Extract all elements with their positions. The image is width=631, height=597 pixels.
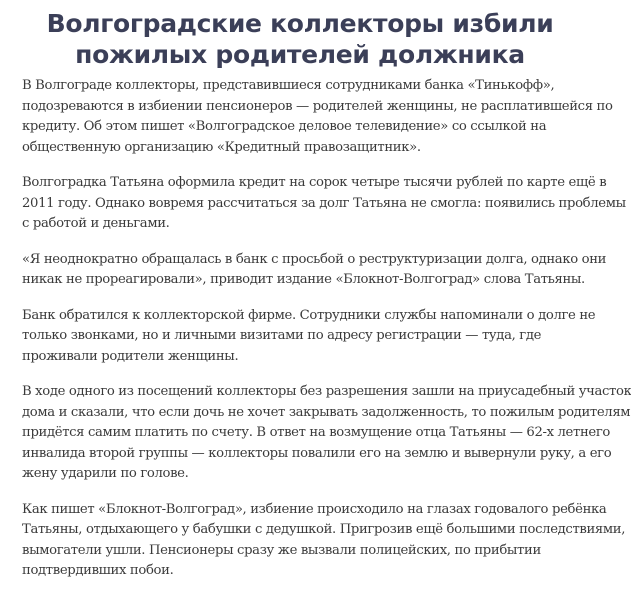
headline-line: Волгоградские коллекторы избили (46, 9, 554, 38)
text-line: только звонками, но и личными визитами по адресу регистрации — туда, где (22, 328, 542, 343)
text-line: Волгоградка Татьяна оформила кредит на сорок четыре тысячи рублей по карте ещё в (22, 175, 607, 190)
paragraph-collectors (22, 306, 594, 368)
text-line: жену ударили по голове. (22, 466, 189, 481)
text-line: никак не прореагировали», приводит издание «Блокнот-Волгоград» слова Татьяны. (22, 272, 585, 287)
paragraph-intro (22, 76, 613, 158)
text-line: с работой и деньгами. (22, 216, 170, 231)
text-line: В Волгограде коллекторы, представившиеся сотрудниками банка «Тинькофф», (22, 78, 555, 93)
text-line: В ходе одного из посещений коллекторы без разрешения зашли на приусадебный участок (22, 384, 631, 399)
text-line: подтвердивших побои. (22, 563, 174, 578)
text-line: Как пишет «Блокнот-Волгоград», избиение происходило на глазах годовалого ребёнка (22, 501, 607, 517)
text-line: дома и сказали, что если дочь не хочет закрывать задолженность, то пожилым родителям (22, 404, 631, 420)
headline-line: пожилых родителей должника (75, 40, 525, 69)
text-line: инвалида второй группы — коллекторы повалили его на землю и вывернули руку, а его (22, 445, 612, 461)
article-body (22, 76, 631, 597)
text-line: придётся самим платить по счету. В ответ на возмущение отца Татьяны — 62-х летнего (22, 425, 610, 440)
article-headline (0, 8, 600, 70)
text-line: кредиту. Об этом пишет «Волгоградское деловое телевидение» со ссылкой на (22, 119, 547, 134)
text-line: вымогатели ушли. Пенсионеры сразу же вызвали полицейских, по прибытии (22, 542, 541, 558)
paragraph-visit (22, 382, 631, 485)
text-line: 2011 году. Однако вовремя рассчитаться за долг Татьяна не смогла: появились проблемы (22, 195, 626, 211)
text-line: подозреваются в избиении пенсионеров — родителей женщины, не расплатившейся по (22, 98, 613, 114)
paragraph-quote (22, 250, 607, 291)
text-line: общественную организацию «Кредитный правозащитник». (22, 139, 421, 155)
paragraph-outcome (22, 500, 626, 582)
text-line: проживали родители женщины. (22, 348, 239, 364)
text-line: Татьяны, отдыхающего у бабушки с дедушкой. Пригрозив ещё большими последствиями, (22, 522, 626, 537)
text-line: «Я неоднократно обращалась в банк с просьбой о реструктуризации долга, однако они (22, 251, 607, 267)
text-line: Банк обратился к коллекторской фирме. Сотрудники службы напоминали о долге не (22, 307, 596, 323)
paragraph-credit (22, 173, 626, 235)
